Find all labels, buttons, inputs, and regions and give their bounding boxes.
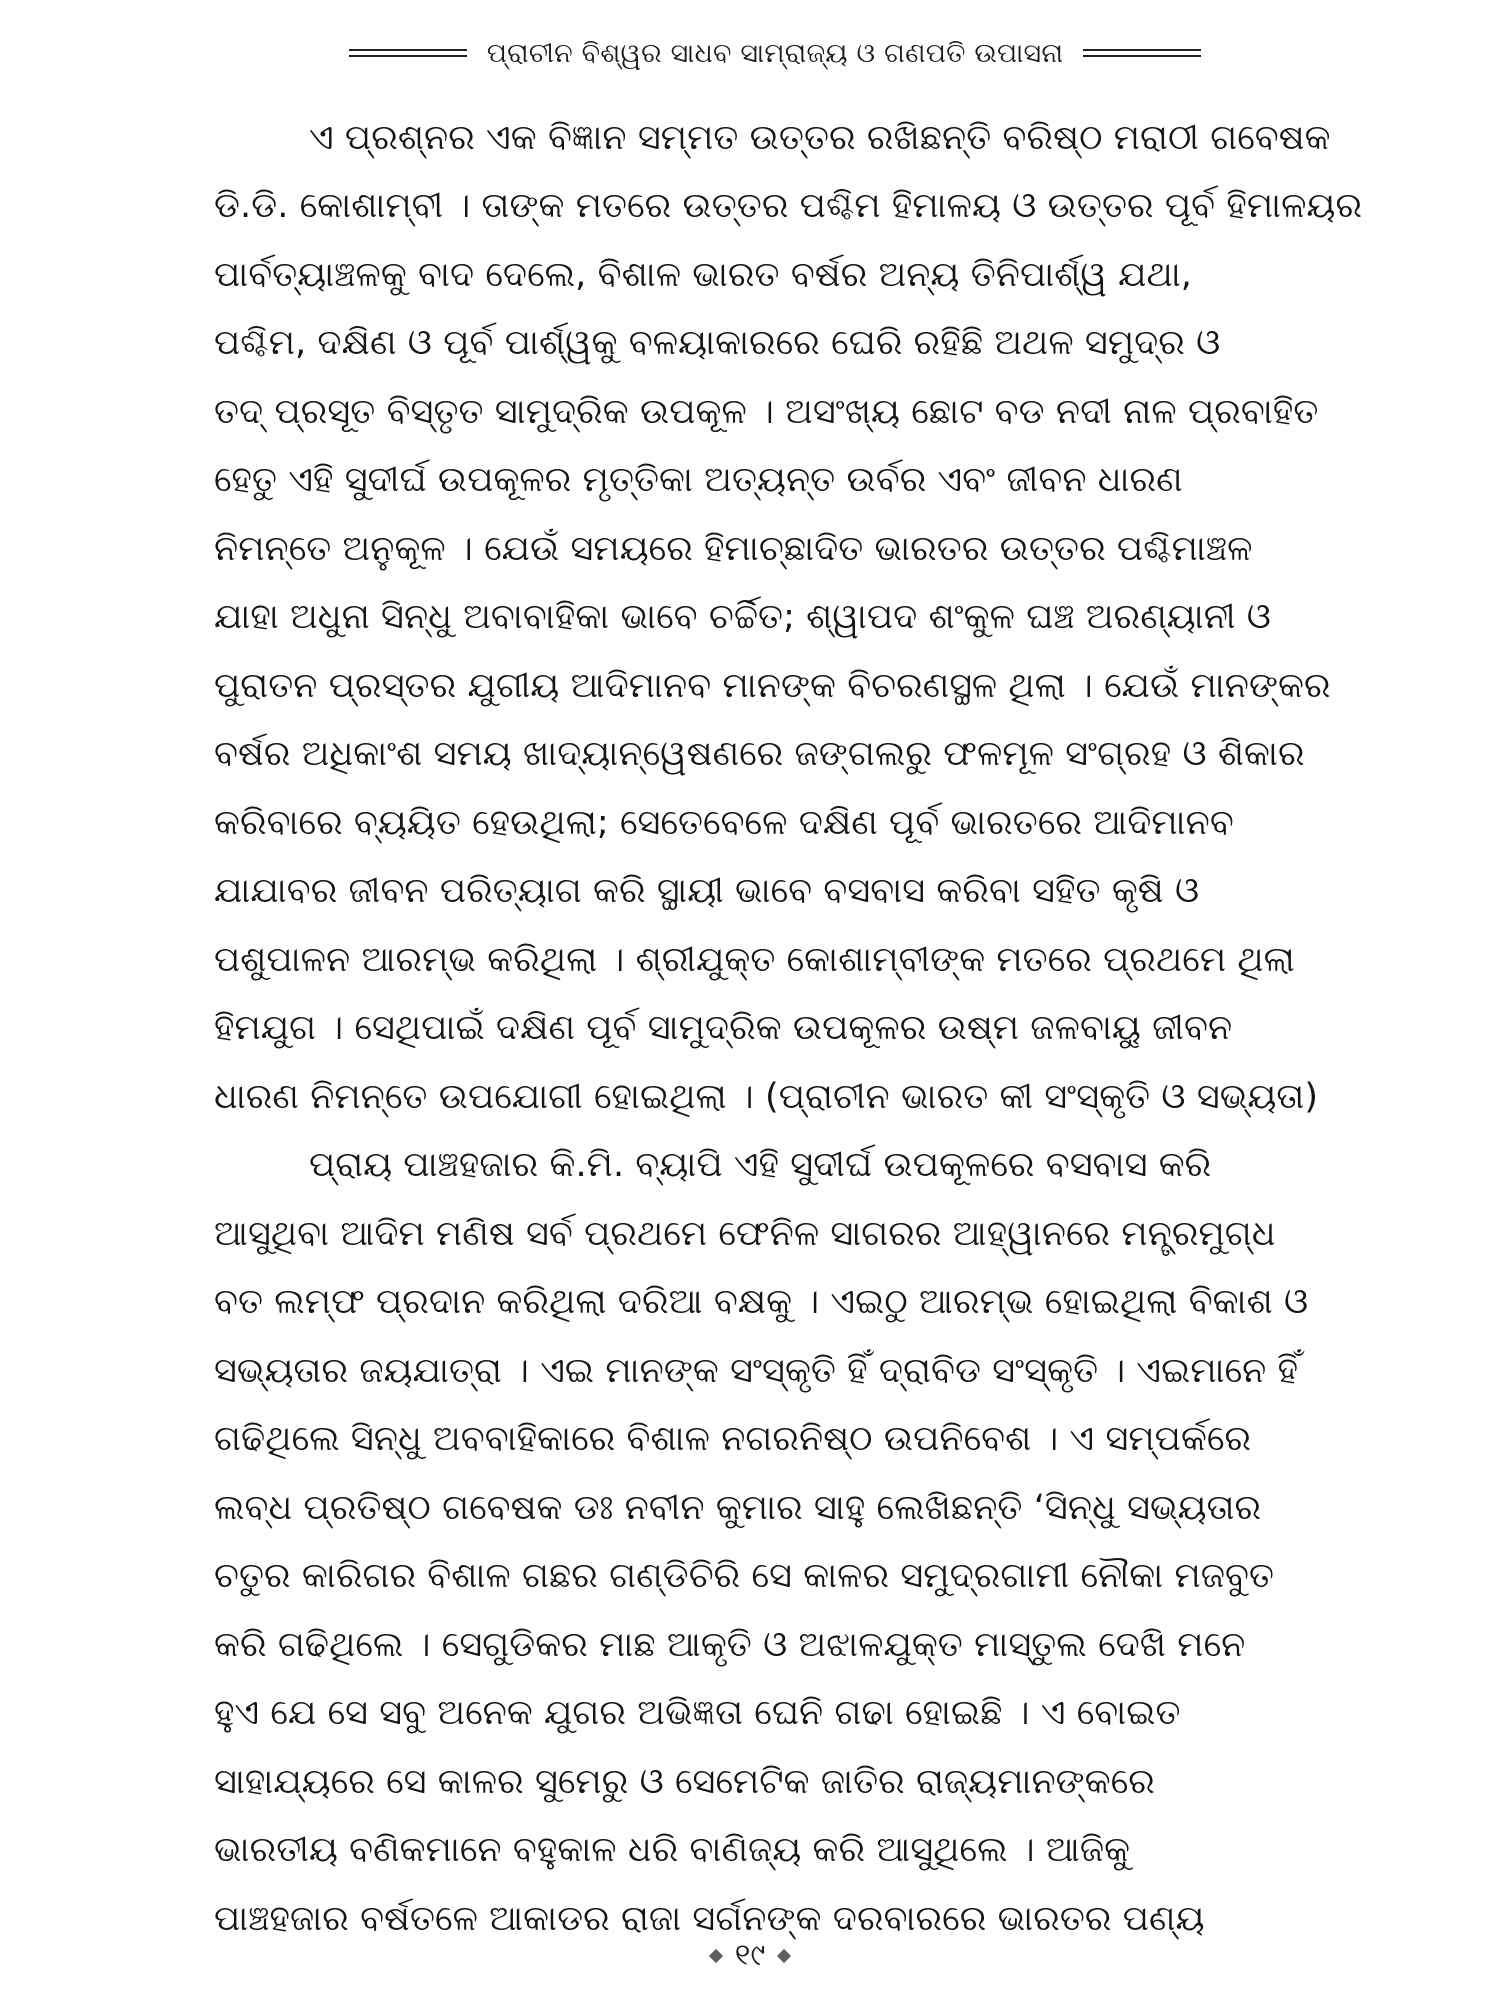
text-line: ଭାରତୀୟ ବଣିକମାନେ ବହୁକାଳ ଧରି ବାଣିଜ୍ୟ କରି ଆସୁଥିଲେ । ଆଜିକୁ (214, 1830, 1131, 1871)
text-line: ଧାରଣ ନିମନ୍ତେ ଉପଯୋଗୀ ହୋଇଥିଲା । (ପ୍ରାଚୀନ ଭାରତ କୀ ସଂସ୍କୃତି ଓ ସଭ୍ୟତା) (214, 1076, 1319, 1117)
text-line: ହୁଏ ଯେ ସେ ସବୁ ଅନେକ ଯୁଗର ଅଭିଜ୍ଞତା ଘେନି ଗଢା ହୋଇଛି । ଏ ବୋଇତ (214, 1693, 1181, 1734)
paragraph-start-line: ପ୍ରାୟ ପାଞ୍ଚହଜାର କି.ମି. ବ୍ୟାପି ଏହି ସୁଦୀର୍ଘ ଉପକୂଳରେ ବସବାସ କରି (309, 1145, 1212, 1186)
page-footer (0, 1938, 1500, 1974)
text-line: ପଶୁପାଳନ ଆରମ୍ଭ କରିଥିଲା । ଶ୍ରୀଯୁକ୍ତ କୋଶାମ୍ବୀଙ୍କ ମତରେ ପ୍ରଥମେ ଥିଲା (214, 939, 1295, 980)
text-line: ଚତୁର କାରିଗର ବିଶାଳ ଗଛର ଗଣ୍ଡିଚିରି ସେ କାଳର ସମୁଦ୍ରଗାମୀ ନୌକା ମଜବୁତ (214, 1556, 1275, 1597)
text-line: ତଦ୍ ପ୍ରସୂତ ବିସ୍ତୃତ ସାମୁଦ୍ରିକ ଉପକୂଳ । ଅସଂଖ୍ୟ ଛୋଟ ବଡ ନଦୀ ନାଳ ପ୍ରବାହିତ (214, 391, 1319, 432)
text-line: କରି ଗଢିଥିଲେ । ସେଗୁଡିକର ମାଛ ଆକୃତି ଓ ଅଝାଳଯୁକ୍ତ ମାସ୍ତୁଲ ଦେଖି ମନେ (214, 1624, 1246, 1665)
text-line: କରିବାରେ ବ୍ୟୟିତ ହେଉଥିଲା; ସେତେବେଳେ ଦକ୍ଷିଣ ପୂର୍ବ ଭାରତରେ ଆଦିମାନବ (214, 802, 1234, 843)
text-line: ସଭ୍ୟତାର ଜୟଯାତ୍ରା । ଏଇ ମାନଙ୍କ ସଂସ୍କୃତି ହିଁ ଦ୍ରାବିଡ ସଂସ୍କୃତି । ଏଇମାନେ ହିଁ (214, 1350, 1299, 1391)
text-line: ନିମନ୍ତେ ଅନୁକୂଳ । ଯେଉଁ ସମୟରେ ହିମାଚ୍ଛାଦିତ ଭାରତର ଉତ୍ତର ପଶ୍ଚିମାଞ୍ଚଳ (214, 528, 1253, 569)
text-line: ଯାହା ଅଧୁନା ସିନ୍ଧୁ ଅବାବାହିକା ଭାବେ ଚର୍ଚ୍ଚିତ; ଶ୍ୱାପଦ ଶଂକୁଳ ଘଞ୍ଚ ଅରଣ୍ୟାନୀ ଓ (214, 597, 1272, 638)
text-line: ହେତୁ ଏହି ସୁଦୀର୍ଘ ଉପକୂଳର ମୃତ୍ତିକା ଅତ୍ୟନ୍ତ ଉର୍ବର ଏବଂ ଜୀବନ ଧାରଣ (214, 460, 1183, 501)
text-line: ପୁରାତନ ପ୍ରସ୍ତର ଯୁଗୀୟ ଆଦିମାନବ ମାନଙ୍କ ବିଚରଣସ୍ଥଳ ଥିଲା । ଯେଉଁ ମାନଙ୍କର (214, 665, 1331, 706)
running-title: ପ୍ରାଚୀନ ବିଶ୍ୱର ସାଧବ ସାମ୍ରାଜ୍ୟ ଓ ଗଣପତି ଉପାସନା (486, 37, 1064, 69)
text-line: ଆସୁଥିବା ଆଦିମ ମଣିଷ ସର୍ବ ପ୍ରଥମେ ଫେନିଳ ସାଗରର ଆହ୍ୱାନରେ ମନ୍ତ୍ରମୁଗ୍ଧ (214, 1213, 1276, 1254)
text-line: ବତ ଲମ୍ଫ ପ୍ରଦାନ କରିଥିଲା ଦରିଆ ବକ୍ଷକୁ । ଏଇଠୁ ଆରମ୍ଭ ହୋଇଥିଲା ବିକାଶ ଓ (214, 1282, 1309, 1323)
text-line: ପାଞ୍ଚହଜାର ବର୍ଷତଳେ ଆକାଡର ରାଜା ସର୍ଗନଙ୍କ ଦରବାରରେ ଭାରତର ପଣ୍ୟ (214, 1898, 1205, 1939)
text-line: ଡି.ଡି. କୋଶାମ୍ବୀ । ତାଙ୍କ ମତରେ ଉତ୍ତର ପଶ୍ଚିମ ହିମାଳୟ ଓ ଉତ୍ତର ପୂର୍ବ ହିମାଳୟର (214, 186, 1363, 227)
header-right-rule (1083, 47, 1201, 60)
text-line: ଲବ୍ଧ ପ୍ରତିଷ୍ଠ ଗବେଷକ ଡଃ ନବୀନ କୁମାର ସାହୁ ଲେଖିଛନ୍ତି ‘ସିନ୍ଧୁ ସଭ୍ୟତାର (214, 1487, 1262, 1528)
page-header (315, 30, 1235, 76)
text-line: ପଶ୍ଚିମ, ଦକ୍ଷିଣ ଓ ପୂର୍ବ ପାର୍ଶ୍ୱକୁ ବଳୟାକାରରେ ଘେରି ରହିଛି ଅଥଳ ସମୁଦ୍ର ଓ (214, 323, 1221, 364)
body-text (214, 104, 1363, 1939)
text-line: ପାର୍ବତ୍ୟାଞ୍ଚଳକୁ ବାଦ ଦେଲେ, ବିଶାଳ ଭାରତ ବର୍ଷର ଅନ୍ୟ ତିନିପାର୍ଶ୍ୱ ଯଥା, (214, 254, 1193, 295)
left-diamond-ornament (709, 1949, 723, 1963)
header-left-rule (349, 47, 467, 60)
right-diamond-ornament (777, 1949, 791, 1963)
page-number: ୧୯ (734, 1938, 766, 1973)
text-line: ହିମଯୁଗ । ସେଥିପାଇଁ ଦକ୍ଷିଣ ପୂର୍ବ ସାମୁଦ୍ରିକ ଉପକୂଳର ଉଷ୍ମ ଜଳବାୟୁ ଜୀବନ (214, 1008, 1233, 1049)
text-line: ସାହାଯ୍ୟରେ ସେ କାଳର ସୁମେରୁ ଓ ସେମେଟିକ ଜାତିର ରାଜ୍ୟମାନଙ୍କରେ (214, 1761, 1155, 1802)
text-line: ଯାଯାବର ଜୀବନ ପରିତ୍ୟାଗ କରି ସ୍ଥାୟୀ ଭାବେ ବସବାସ କରିବା ସହିତ କୃଷି ଓ (214, 871, 1200, 912)
text-line: ଏ ପ୍ରଶ୍ନର ଏକ ବିଜ୍ଞାନ ସମ୍ମତ ଉତ୍ତର ରଖିଛନ୍ତି ବରିଷ୍ଠ ମରାଠୀ ଗବେଷକ (309, 117, 1331, 158)
text-line: ବର୍ଷର ଅଧିକାଂଶ ସମୟ ଖାଦ୍ୟାନ୍ୱେଷଣରେ ଜଙ୍ଗଲରୁ ଫଳମୂଳ ସଂଗ୍ରହ ଓ ଶିକାର (214, 734, 1305, 775)
text-line: ଗଢିଥିଲେ ସିନ୍ଧୁ ଅବବାହିକାରେ ବିଶାଳ ନଗରନିଷ୍ଠ ଉପନିବେଶ । ଏ ସମ୍ପର୍କରେ (214, 1419, 1252, 1460)
